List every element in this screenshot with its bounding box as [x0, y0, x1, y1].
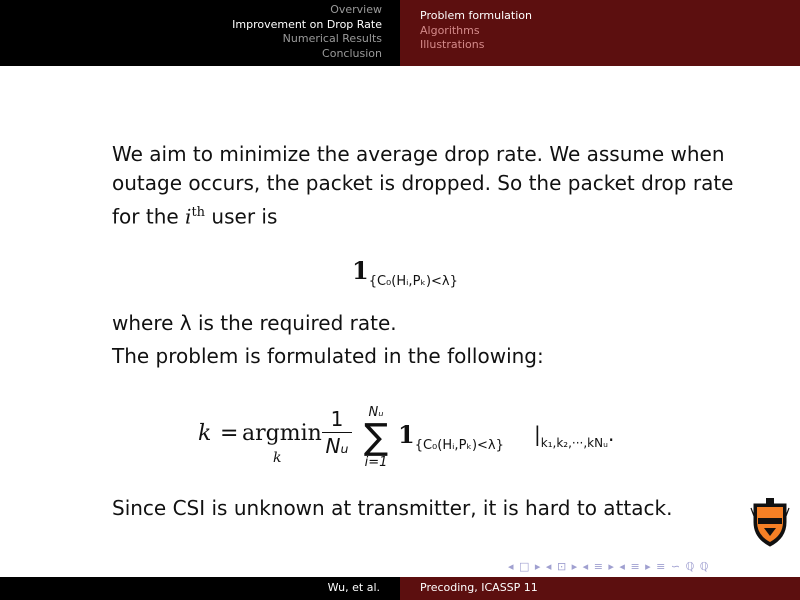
- header-subsections-panel: [400, 0, 800, 66]
- eq2-indicator-sub: {C₀(Hᵢ,Pₖ)<λ}: [414, 438, 504, 453]
- princeton-shield-logo: [748, 496, 792, 550]
- footer-bar: [0, 577, 800, 600]
- eq2-sum-symbol: ∑: [363, 417, 389, 458]
- section-improvement-on-drop-rate[interactable]: Improvement on Drop Rate: [232, 17, 382, 31]
- eq2-frac-bar: [322, 432, 352, 433]
- indicator-equation: [352, 256, 458, 289]
- argmin-equation: [198, 398, 678, 476]
- eq2-fraction: [322, 408, 352, 457]
- section-conclusion[interactable]: Conclusion: [322, 46, 382, 60]
- eq2-frac-num: 1: [330, 407, 344, 431]
- intro-paragraph: [112, 140, 742, 232]
- footer-author: Wu, et al.: [327, 581, 380, 594]
- eq2-evaluation: [534, 422, 614, 450]
- intro-var: i: [185, 204, 192, 229]
- eq2-lhs: k: [198, 421, 212, 446]
- intro-sup: th: [191, 205, 206, 220]
- eq2-eval-bar: |: [534, 422, 541, 446]
- formulated-text: The problem is formulated in the following:: [112, 344, 544, 368]
- eq2-sum-top: Nᵤ: [368, 405, 384, 420]
- eq2-argmin-sub: k: [273, 450, 282, 466]
- section-numerical-results[interactable]: Numerical Results: [282, 32, 382, 45]
- intro-end: user is: [205, 204, 278, 229]
- subsection-illustrations[interactable]: Illustrations: [420, 38, 485, 51]
- subsection-list: [420, 9, 532, 53]
- subsection-problem-formulation[interactable]: Problem formulation: [420, 9, 532, 22]
- eq2-argmin: argmin: [242, 421, 322, 446]
- eq2-eval-sub: k₁,k₂,···,kNᵤ: [540, 436, 608, 450]
- eq2-sum-bottom: i=1: [364, 455, 388, 470]
- eq2-equals: =: [220, 421, 239, 446]
- eq2-sum: [358, 406, 394, 470]
- eq2-indicator: [398, 420, 504, 453]
- indicator-subscript: {C₀(Hᵢ,Pₖ)<λ}: [368, 274, 458, 289]
- eq2-end: .: [607, 422, 615, 446]
- eq2-indicator-symbol: 1: [398, 420, 415, 449]
- header-sections-panel: [0, 0, 400, 66]
- since-text: Since CSI is unknown at transmitter, it is hard to attack.: [112, 496, 673, 520]
- subsection-algorithms[interactable]: Algorithms: [420, 23, 480, 37]
- section-overview[interactable]: Overview: [330, 3, 382, 16]
- indicator-symbol: 1: [352, 256, 369, 285]
- footer-left-panel: [0, 577, 400, 600]
- footer-title: Precoding, ICASSP 11: [420, 581, 538, 594]
- intro-text: We aim to minimize the average drop rate. We assume when outage occurs, the packet is dropped. So the packet drop rate for the: [112, 142, 734, 229]
- footer-right-panel: [400, 577, 800, 600]
- header-bar: [0, 0, 800, 66]
- where-text: where λ is the required rate.: [112, 311, 397, 335]
- section-list: [232, 3, 382, 61]
- eq2-frac-den: Nᵤ: [325, 434, 349, 458]
- beamer-navigation-symbols[interactable]: ◂ □ ▸ ◂ ⊡ ▸ ◂ ≡ ▸ ◂ ≡ ▸ ≡ ∽ ℚ ℚ: [508, 560, 710, 573]
